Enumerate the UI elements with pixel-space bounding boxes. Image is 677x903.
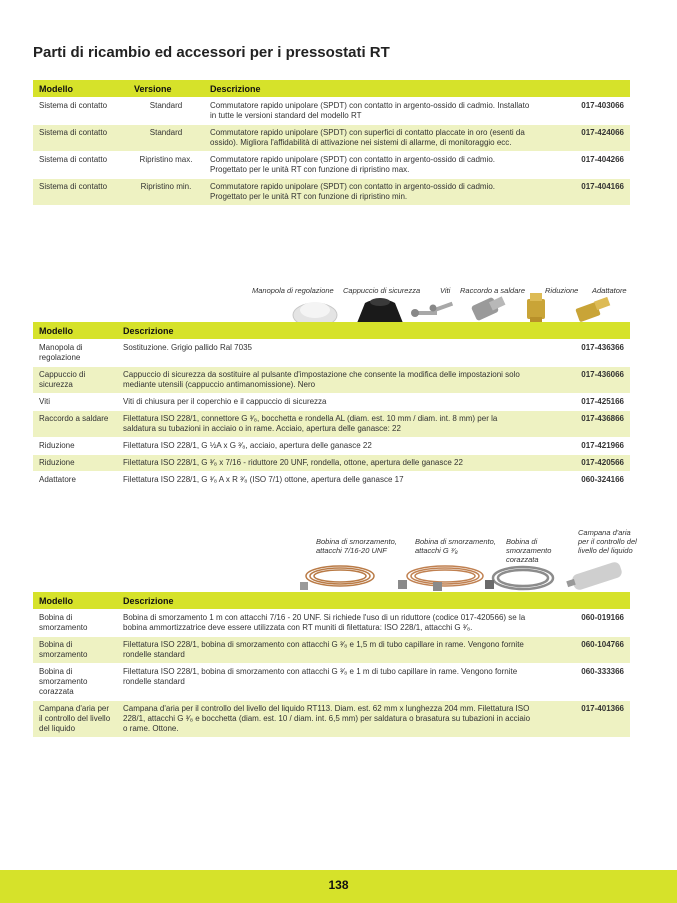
contact-system-table xyxy=(33,80,630,205)
damping-coil-g-image xyxy=(398,566,483,591)
code-cell: 017-420566 xyxy=(537,455,630,472)
model-cell: Viti xyxy=(33,394,117,411)
caption-safety-cap: Cappuccio di sicurezza xyxy=(343,286,421,295)
table-row xyxy=(33,367,630,394)
page-number: 138 xyxy=(328,878,349,892)
model-cell: Sistema di contatto xyxy=(33,125,128,152)
caption-solder-fitting: Raccordo a saldare xyxy=(460,286,526,295)
adapter-image xyxy=(575,297,610,322)
caption-adapter: Adattatore xyxy=(592,286,627,295)
column-header: Modello xyxy=(33,322,117,340)
column-header xyxy=(537,592,630,610)
table-header xyxy=(33,592,630,610)
accessories-table xyxy=(33,322,630,488)
code-cell: 017-436866 xyxy=(537,411,630,438)
description-cell: Filettatura ISO 228/1, bobina di smorzamento con attacchi G ³⁄₈ e 1,5 m di tubo capillare in rame. Vengono fornite rondelle standard xyxy=(117,637,537,664)
model-cell: Sistema di contatto xyxy=(33,179,128,206)
table-row xyxy=(33,472,630,489)
model-cell: Bobina di smorzamento xyxy=(33,610,117,637)
model-cell: Sistema di contatto xyxy=(33,98,128,125)
code-cell: 017-401366 xyxy=(537,701,630,738)
column-header: Descrizione xyxy=(117,322,537,340)
description-cell: Commutatore rapido unipolare (SPDT) con contatto in argento-ossido di cadmio. Progettato per le unità RT con funzione di ripristino min. xyxy=(204,179,537,206)
column-header: Descrizione xyxy=(204,80,537,98)
code-cell: 017-421966 xyxy=(537,438,630,455)
page-title: Parti di ricambio ed accessori per i pressostati RT xyxy=(33,44,390,61)
column-header: Descrizione xyxy=(117,592,537,610)
screws-image xyxy=(411,302,453,317)
caption-screws: Viti xyxy=(440,286,451,295)
caption-damping-coil-g: Bobina di smorzamento, attacchi G ³⁄₈ xyxy=(415,537,496,555)
code-cell: 017-436366 xyxy=(537,340,630,367)
caption-damping-coil-unf: Bobina di smorzamento, attacchi 7/16-20 UNF xyxy=(316,537,397,555)
table-header xyxy=(33,80,630,98)
description-cell: Bobina di smorzamento 1 m con attacchi 7/16 - 20 UNF. Si richiede l'uso di un riduttore (codice 017-420566) se la bobina ammortizzatrice deve essere utilizzata con RT muniti di filettatura: ISO 228/1, attacchi G ³⁄₈. xyxy=(117,610,537,637)
table-row xyxy=(33,152,630,179)
model-cell: Manopola di regolazione xyxy=(33,340,117,367)
model-cell: Sistema di contatto xyxy=(33,152,128,179)
caption-adjustment-knob: Manopola di regolazione xyxy=(252,286,334,295)
description-cell: Cappuccio di sicurezza da sostituire al pulsante d'impostazione che consente la modifica delle impostazioni solo mediante utensili (cappuccio antimanomissione). Nero xyxy=(117,367,537,394)
code-cell: 017-404166 xyxy=(537,179,630,206)
description-cell: Sostituzione. Grigio pallido Ral 7035 xyxy=(117,340,537,367)
version-cell: Standard xyxy=(128,125,204,152)
code-cell: 060-019166 xyxy=(537,610,630,637)
table-row xyxy=(33,610,630,637)
description-cell: Filettatura ISO 228/1, G ³⁄₈ x 7/16 - riduttore 20 UNF, rondella, ottone, apertura delle ganasce 22 xyxy=(117,455,537,472)
damping-coil-unf-image xyxy=(300,566,374,590)
damping-coils-table xyxy=(33,592,630,737)
code-cell: 060-324166 xyxy=(537,472,630,489)
description-cell: Commutatore rapido unipolare (SPDT) con contatto in argento-ossido di cadmio. Progettato per le unità RT con funzione di ripristino max. xyxy=(204,152,537,179)
code-cell: 017-425166 xyxy=(537,394,630,411)
description-cell: Filettatura ISO 228/1, G ½A x G ³⁄₈, acciaio, apertura delle ganasce 22 xyxy=(117,438,537,455)
version-cell: Standard xyxy=(128,98,204,125)
description-cell: Viti di chiusura per il coperchio e il cappuccio di sicurezza xyxy=(117,394,537,411)
description-cell: Filettatura ISO 228/1, bobina di smorzamento con attacchi G ³⁄₈ e 1 m di tubo capillare in rame. Vengono fornite rondelle standard xyxy=(117,664,537,701)
table-row xyxy=(33,455,630,472)
column-header xyxy=(537,322,630,340)
column-header: Modello xyxy=(33,80,128,98)
model-cell: Raccordo a saldare xyxy=(33,411,117,438)
model-cell: Campana d'aria per il controllo del livello del liquido xyxy=(33,701,117,738)
table-row xyxy=(33,438,630,455)
table-row xyxy=(33,701,630,738)
description-cell: Campana d'aria per il controllo del livello del liquido RT113. Diam. est. 62 mm x lunghezza 204 mm. Filettatura ISO 228/1, attacchi G ³⁄₈ e bocchetta (diam. est. 10 / diam. int. 6,5 mm) per saldatura o brasatura su tubazioni in acciaio o rame. Ottone. xyxy=(117,701,537,738)
code-cell: 060-104766 xyxy=(537,637,630,664)
column-header: Versione xyxy=(128,80,204,98)
model-cell: Bobina di smorzamento xyxy=(33,637,117,664)
page-footer xyxy=(0,870,677,903)
model-cell: Riduzione xyxy=(33,455,117,472)
code-cell: 017-404266 xyxy=(537,152,630,179)
code-cell: 017-424066 xyxy=(537,125,630,152)
version-cell: Ripristino max. xyxy=(128,152,204,179)
column-header xyxy=(537,80,630,98)
reducer-image xyxy=(527,293,545,323)
model-cell: Bobina di smorzamento corazzata xyxy=(33,664,117,701)
caption-armoured-coil: Bobina di smorzamento corazzata xyxy=(506,537,552,564)
description-cell: Filettatura ISO 228/1, G ³⁄₈ A x R ³⁄₈ (ISO 7/1) ottone, apertura delle ganasce 17 xyxy=(117,472,537,489)
model-cell: Adattatore xyxy=(33,472,117,489)
description-cell: Commutatore rapido unipolare (SPDT) con superfici di contatto placcate in oro (esenti da ossido). Migliora l'affidabilità di attivazione nei sistemi di allarme, di monitoraggio ecc. xyxy=(204,125,537,152)
table-header xyxy=(33,322,630,340)
table-row xyxy=(33,340,630,367)
code-cell: 017-436066 xyxy=(537,367,630,394)
code-cell: 017-403066 xyxy=(537,98,630,125)
table-row xyxy=(33,637,630,664)
model-cell: Riduzione xyxy=(33,438,117,455)
table-row xyxy=(33,179,630,206)
damping-coils-photo xyxy=(295,560,635,594)
solder-fitting-image xyxy=(471,296,506,321)
table-row xyxy=(33,125,630,152)
armoured-coil-image xyxy=(485,567,553,589)
version-cell: Ripristino min. xyxy=(128,179,204,206)
table-row xyxy=(33,664,630,701)
table-row xyxy=(33,98,630,125)
description-cell: Filettatura ISO 228/1, connettore G ³⁄₈, bocchetta e rondella AL (diam. est. 10 mm / diam. int. 8 mm) per la saldatura su tubazioni in acciaio o in rame. Acciaio, apertura delle ganasce: 22 xyxy=(117,411,537,438)
table-row xyxy=(33,411,630,438)
model-cell: Cappuccio di sicurezza xyxy=(33,367,117,394)
caption-reducer: Riduzione xyxy=(545,286,579,295)
column-header: Modello xyxy=(33,592,117,610)
description-cell: Commutatore rapido unipolare (SPDT) con contatto in argento-ossido di cadmio. Installato in tutte le versioni standard del modello RT xyxy=(204,98,537,125)
air-bell-image xyxy=(566,561,623,592)
table-row xyxy=(33,394,630,411)
code-cell: 060-333366 xyxy=(537,664,630,701)
caption-air-bell: Campana d'aria per il controllo del livello del liquido xyxy=(578,528,637,555)
